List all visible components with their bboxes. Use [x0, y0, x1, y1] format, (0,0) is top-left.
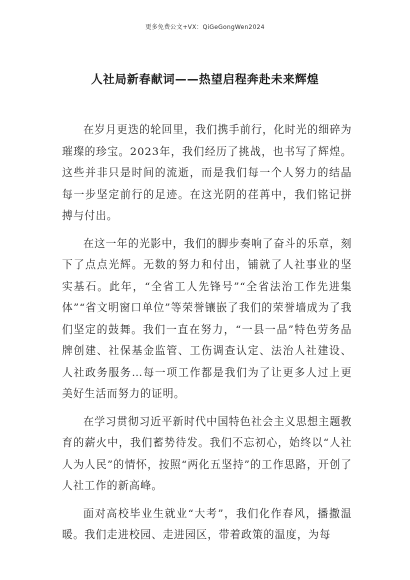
header-note: 更多免费公文+VX：QiGeGongWen2024: [145, 24, 265, 31]
paragraph: 在这一年的光影中，我们的脚步奏响了奋斗的乐章，刻下了点点光辉。无数的努力和付出，铺就了人社事业的坚实基石。此年，“全省工人先锋号”“全省法治工作先进集体”“省文明窗口单位”等荣誉镶嵌了我们的荣誉墙成为了我们坚定的鼓舞。我们一直在努力，“一县一品”特色劳务品牌创建、社保基金监管、工伤调查认定、法治人社建设、人社政务服务…每一项工作都是我们为了让更多人过上更美好生活而努力的证明。: [62, 237, 352, 400]
paragraph: 在岁月更迭的轮回里，我们携手前行，化时光的细碎为璀璨的珍宝。2023年，我们经历了挑战，也书写了辉煌。这些并非只是时间的流逝，而是我们每一个人努力的结晶每一步坚定前行的足迹。在这光阴的荏苒中，我们铭记拼搏与付出。: [62, 124, 352, 222]
paragraph: 在学习贯彻习近平新时代中国特色社会主义思想主题教育的薪火中，我们蓄势待发。我们不忘初心，始终以“人社人为人民”的情怀，按照“两化五坚持”的工作思路，开创了人社工作的新高峰。: [62, 415, 352, 492]
document-body: [62, 120, 352, 553]
document-title: 人社局新春献词——热望启程奔赴未来辉煌: [91, 72, 319, 86]
paragraph: 面对高校毕业生就业“大考”，我们化作春风，播撒温暖。我们走进校园、走进园区，带着政策的温度，为每: [62, 507, 352, 541]
